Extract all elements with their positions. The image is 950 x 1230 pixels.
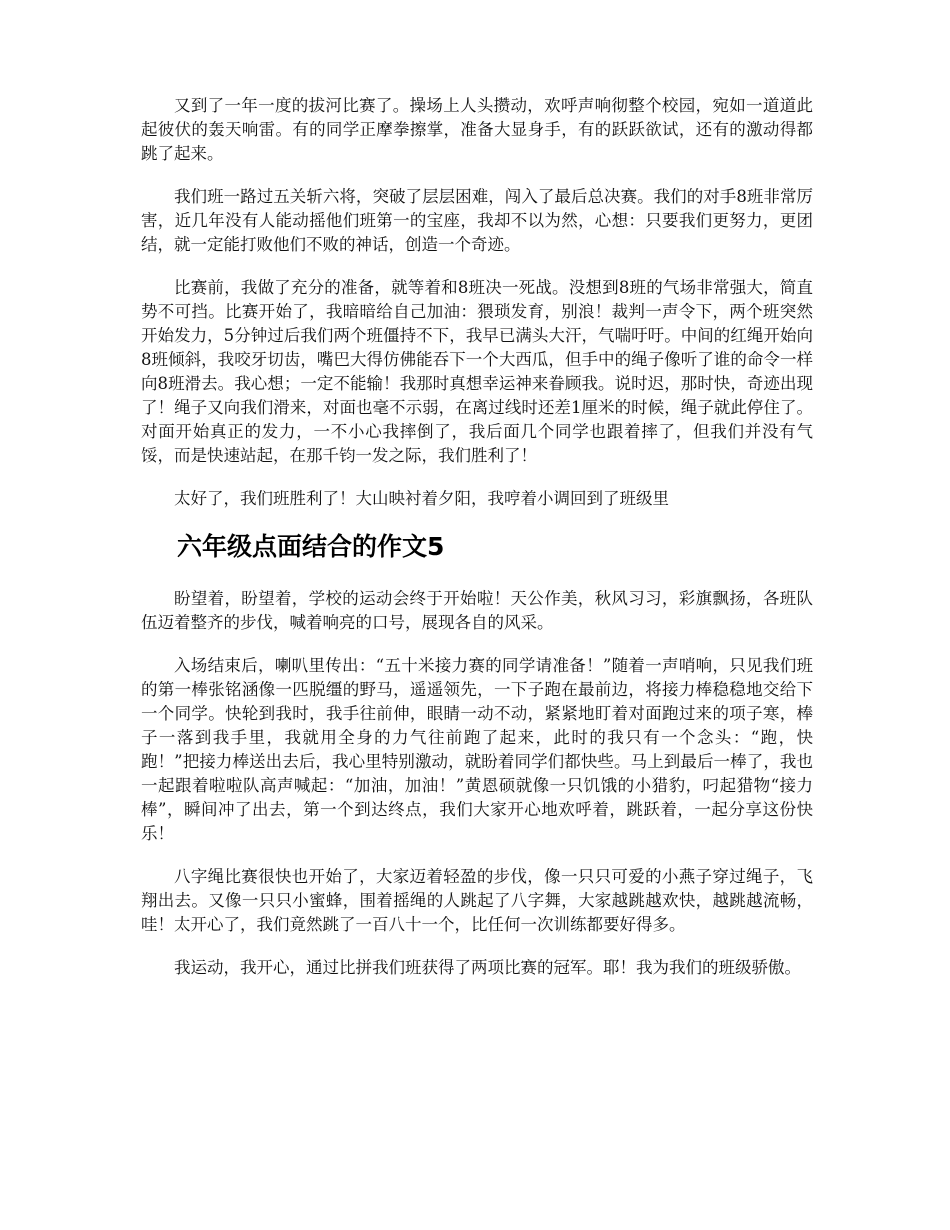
essay-paragraph: 我们班一路过五关斩六将，突破了层层困难，闯入了最后总决赛。我们的对手8班非常厉害，近几年没有人能动摇他们班第一的宝座，我却不以为然，心想：只要我们更努力，更团结，就一定能打败他们不败的神话，创造一个奇迹。 xyxy=(141,187,813,254)
essay-paragraph: 我运动，我开心，通过比拼我们班获得了两项比赛的冠军。耶！我为我们的班级骄傲。 xyxy=(174,958,801,977)
essay-paragraph: 太好了，我们班胜利了！大山映衬着夕阳，我哼着小调回到了班级里 xyxy=(174,489,669,508)
essay-paragraph: 比赛前，我做了充分的准备，就等着和8班决一死战。没想到8班的气场非常强大，简直势不可挡。比赛开始了，我暗暗给自己加油：猥琐发育，别浪！裁判一声令下，两个班突然开始发力，5分钟过后我们两个班僵持不下，我早已满头大汗，气喘吁吁。中间的红绳开始向8班倾斜，我咬牙切齿，嘴巴大得仿佛能吞下一个大西瓜，但手中的绳子像听了谁的命令一样向8班滑去。我心想；一定不能输！我那时真想幸运神来眷顾我。说时迟，那时快，奇迹出现了！绳子又向我们滑来，对面也毫不示弱，在离过线时还差1厘米的时候，绳子就此停住了。对面开始真正的发力，一不小心我摔倒了，我后面几个同学也跟着摔了，但我们并没有气馁，而是快速站起，在那千钧一发之际，我们胜利了！ xyxy=(141,278,813,465)
essay-paragraph: 盼望着，盼望着，学校的运动会终于开始啦！天公作美，秋风习习，彩旗飘扬，各班队伍迈着整齐的步伐，喊着响亮的口号，展现各自的风采。 xyxy=(141,589,813,632)
document-page xyxy=(141,94,813,999)
essay-title: 六年级点面结合的作文5 xyxy=(177,532,445,561)
essay-paragraph: 八字绳比赛很快也开始了，大家迈着轻盈的步伐，像一只只可爱的小燕子穿过绳子，飞翔出去。又像一只只小蜜蜂，围着摇绳的人跳起了八字舞，大家越跳越欢快，越跳越流畅，哇！太开心了，我们竟然跳了一百八十一个，比任何一次训练都要好得多。 xyxy=(141,867,813,934)
essay-paragraph: 又到了一年一度的拔河比赛了。操场上人头攒动，欢呼声响彻整个校园，宛如一道道此起彼伏的轰天响雷。有的同学正摩拳擦掌，准备大显身手，有的跃跃欲试，还有的激动得都跳了起来。 xyxy=(141,96,813,163)
essay-paragraph: 入场结束后，喇叭里传出：“五十米接力赛的同学请准备！”随着一声哨响，只见我们班的第一棒张铭涵像一匹脱缰的野马，遥遥领先，一下子跑在最前边，将接力棒稳稳地交给下一个同学。快轮到我时，我手往前伸，眼睛一动不动，紧紧地盯着对面跑过来的项子寒，棒子一落到我手里，我就用全身的力气往前跑了起来，此时的我只有一个念头：“跑，快跑！”把接力棒送出去后，我心里特别激动，就盼着同学们都快些。马上到最后一棒了，我也一起跟着啦啦队高声喊起：“加油，加油！”黄恩硕就像一只饥饿的小猎豹，叼起猎物“接力棒”，瞬间冲了出去，第一个到达终点，我们大家开心地欢呼着，跳跃着，一起分享这份快乐！ xyxy=(141,656,813,843)
